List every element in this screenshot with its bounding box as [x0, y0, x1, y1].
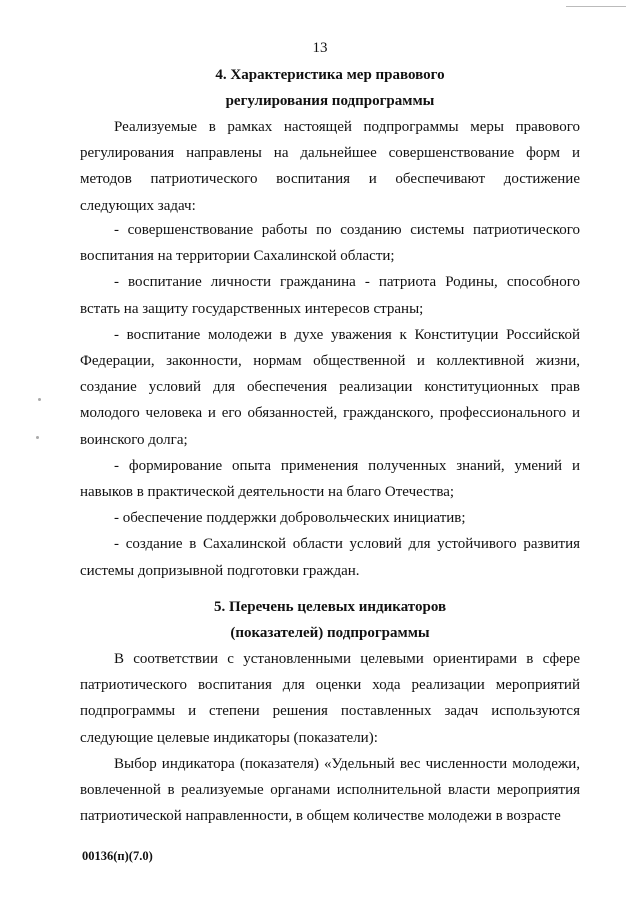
margin-speck [38, 398, 41, 401]
section-4-task-list [80, 217, 580, 584]
scan-artifact [566, 6, 626, 7]
section-4-intro [80, 114, 580, 219]
section-4-title-line2: регулирования подпрограммы [225, 93, 435, 109]
task-item: - совершенствование работы по созданию системы патриотического воспитания на территории Сахалинской области; [80, 222, 580, 265]
page-number: 13 [312, 40, 328, 56]
section-4-heading [80, 62, 580, 114]
section-5-title-line2: (показателей) подпрограммы [230, 625, 430, 641]
task-item: - обеспечение поддержки добровольческих инициатив; [114, 510, 466, 527]
section-4-title-line1: 4. Характеристика мер правового [215, 67, 445, 83]
section-5-paragraph: Выбор индикатора (показателя) «Удельный вес численности молодежи, вовлеченной в реализуемые органами исполнительной власти мероприятия патриотической направленности, в общем количестве молодежи в возрасте [80, 755, 580, 825]
task-item: - воспитание личности гражданина - патриота Родины, способного встать на защиту государственных интересов страны; [80, 274, 580, 317]
task-item: - формирование опыта применения полученных знаний, умений и навыков в практической деятельности на благо Отечества; [80, 457, 580, 501]
margin-speck [36, 436, 39, 439]
section-5-body [80, 646, 580, 829]
section-5-title-line1: 5. Перечень целевых индикаторов [213, 599, 447, 615]
document-code: 00136(п)(7.0) [82, 849, 153, 863]
section-5-paragraph: В соответствии с установленными целевыми ориентирами в сфере патриотического воспитания для оценки хода реализации мероприятий подпрограммы и степени решения поставленных задач используются следующие целевые индикаторы (показатели): [80, 651, 580, 746]
task-item: - создание в Сахалинской области условий для устойчивого развития системы допризывной подготовки граждан. [80, 536, 580, 579]
section-5-heading [80, 594, 580, 646]
task-item: - воспитание молодежи в духе уважения к Конституции Российской Федерации, законности, нормам общественной и коллективной жизни, создание условий для обеспечения реализации конституционных прав молодого человека и его обязанностей, гражданского, профессионального и воинского долга; [80, 326, 580, 448]
section-4-intro-text: Реализуемые в рамках настоящей подпрограммы меры правового регулирования направлены на дальнейшее совершенствование форм и методов патриотического воспитания и обеспечивают достижение следующих задач: [80, 119, 580, 214]
